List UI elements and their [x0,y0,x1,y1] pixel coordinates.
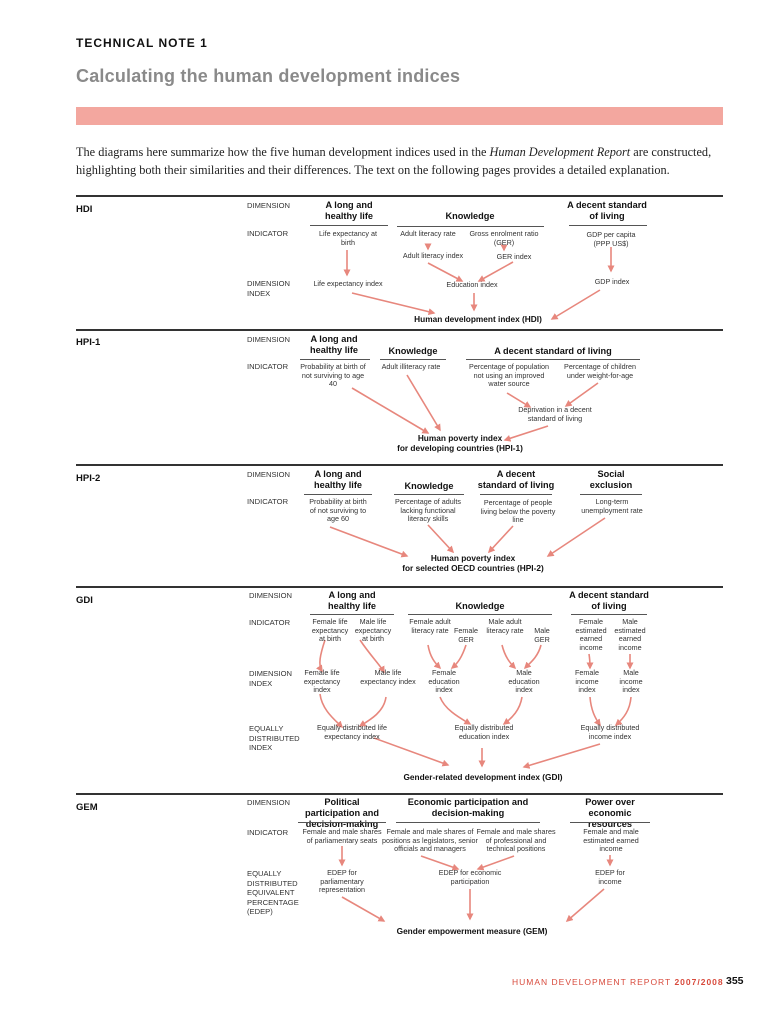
underline [571,614,647,615]
hpi2-dim-knowledge: Knowledge [404,481,454,491]
edep-label: EQUALLY DISTRIBUTED EQUIVALENT PERCENTAGE (EDEP) [247,869,299,916]
hpi1-dim-knowledge: Knowledge [388,346,438,356]
hpi1-ind-prob-survival-40: Probability at birth of not surviving to age 40 [300,362,366,389]
indicator-label: INDICATOR [247,497,289,506]
gem-edep-income: EDEP for income [595,868,625,886]
underline [480,494,552,495]
report-title-italic: Human Development Report [489,145,631,159]
gdi-label: GDI [76,595,93,606]
hpi1-ind-water-source: Percentage of population not using an improved water source [469,362,549,389]
underline [304,494,372,495]
hdi-ind-life-expectancy: Life expectancy at birth [319,229,377,247]
hpi1-deprivation: Deprivation in a decent standard of living [518,405,592,423]
gem-dim-political-participation: Political participation and decision-making [304,797,380,829]
underline [380,359,446,360]
hpi1-ind-illiteracy: Adult illiteracy rate [381,362,441,371]
underline [570,822,650,823]
gdi-ind-female-earned-income: Female estimated earned income [575,617,607,652]
gem-edep-parliamentary: EDEP for parliamentary representation [319,868,365,895]
hpi2-ind-poverty-line: Percentage of people living below the poverty line [480,498,556,525]
hpi1-dim-long-healthy-life: A long and healthy life [310,334,358,355]
indicator-label: INDICATOR [247,362,289,371]
underline [408,614,552,615]
underline [310,614,394,615]
hpi1-ind-children-underweight: Percentage of children under weight-for-age [564,362,636,380]
page-number: 355 [726,975,744,987]
hdi-life-expectancy-index: Life expectancy index [313,279,383,288]
underline [580,494,642,495]
indicator-label: INDICATOR [247,828,289,837]
hdi-result: Human development index (HDI) [414,314,542,324]
gdi-ind-male-earned-income: Male estimated earned income [614,617,646,652]
hpi2-ind-prob-survival-60: Probability at birth of not surviving to age 60 [309,497,367,524]
hpi2-label: HPI-2 [76,473,101,484]
gdi-eq-income-index: Equally distributed income index [580,723,640,741]
hpi2-dim-social-exclusion: Social exclusion [589,469,633,490]
gdi-eq-education-index: Equally distributed education index [454,723,514,741]
indicator-label: INDICATOR [249,618,291,627]
gdi-ind-male-adult-literacy: Male adult literacy rate [486,617,524,635]
gdi-ind-female-ger: Female GER [454,626,478,644]
gdi-ind-male-life-expectancy: Male life expectancy at birth [354,617,392,644]
gem-ind-earned-income: Female and male estimated earned income [583,827,639,854]
hdi-ind-adult-literacy: Adult literacy rate [400,229,456,238]
gem-ind-professional-technical: Female and male shares of professional and technical positions [476,827,556,854]
intro-paragraph: The diagrams here summarize how the five human development indices used in the Human Development Report are constructed, highlighting both their similarities and their differences. The text on the following pages provides a detailed explanation. [76,145,712,177]
hdi-dim-knowledge: Knowledge [445,211,495,221]
dimension-label: DIMENSION [247,335,291,344]
gem-ind-parliamentary-seats: Female and male shares of parliamentary seats [302,827,382,845]
gdi-ind-female-life-expectancy: Female life expectancy at birth [311,617,349,644]
gdi-dim-knowledge: Knowledge [455,601,505,611]
gdi-dim-long-healthy-life: A long and healthy life [328,590,376,611]
page-title: Calculating the human development indices [76,66,461,86]
hpi2-ind-unemployment: Long-term unemployment rate [581,497,643,515]
underline [466,359,640,360]
gdi-female-life-expectancy-index: Female life expectancy index [303,668,341,695]
underline [310,225,388,226]
hpi1-label: HPI-1 [76,337,101,348]
hdi-adult-literacy-index: Adult literacy index [402,251,464,260]
gdi-dim-decent-standard: A decent standard of living [569,590,649,611]
equally-distributed-index-label: EQUALLY DISTRIBUTED INDEX [249,724,300,752]
technical-note-label: TECHNICAL NOTE 1 [76,36,208,50]
hdi-ind-ger: Gross enrolment ratio (GER) [469,229,539,247]
hdi-gdp-index: GDP index [594,277,630,286]
gdi-eq-life-expectancy-index: Equally distributed life expectancy index [317,723,387,741]
underline [394,494,464,495]
gem-edep-economic: EDEP for economic participation [438,868,502,886]
hpi1-dim-decent-standard: A decent standard of living [494,346,612,356]
gdi-ind-male-ger: Male GER [534,626,550,644]
underline [298,822,386,823]
underline [569,225,647,226]
dimension-label: DIMENSION [247,470,291,479]
gdi-female-income-index: Female income index [575,668,599,695]
dimension-index-label: DIMENSION INDEX [247,279,291,298]
hdi-ger-index: GER index [496,252,532,261]
gem-label: GEM [76,802,98,813]
gem-result: Gender empowerment measure (GEM) [396,926,548,936]
indicator-label: INDICATOR [247,229,289,238]
gdi-male-life-expectancy-index: Male life expectancy index [360,668,416,686]
gem-dim-economic-participation: Economic participation and decision-making [407,797,529,818]
gdi-male-education-index: Male education index [508,668,540,695]
hdi-ind-gdp: GDP per capita (PPP US$) [586,230,636,248]
gdi-ind-female-adult-literacy: Female adult literacy rate [409,617,451,635]
hdi-dim-long-healthy-life: A long and healthy life [325,200,373,221]
hpi2-result: Human poverty index for selected OECD countries (HPI-2) [402,553,544,573]
hpi1-result: Human poverty index for developing countries (HPI-1) [397,433,523,453]
dimension-index-label: DIMENSION INDEX [249,669,293,688]
gdi-male-income-index: Male income index [619,668,643,695]
dimension-label: DIMENSION [249,591,293,600]
footer-report-title: HUMAN DEVELOPMENT REPORT 2007/2008 [512,977,724,987]
hpi2-dim-long-healthy-life: A long and healthy life [314,469,362,490]
dimension-label: DIMENSION [247,798,291,807]
underline [300,359,370,360]
gdi-result: Gender-related development index (GDI) [403,772,563,782]
hpi2-ind-functional-literacy: Percentage of adults lacking functional literacy skills [395,497,461,524]
hpi2-dim-decent-standard: A decent standard of living [477,469,555,490]
underline [396,822,540,823]
hdi-dim-decent-standard: A decent standard of living [567,200,647,221]
gem-dim-power-economic-resources: Power over economic resources [585,797,635,829]
hdi-label: HDI [76,204,93,215]
gem-ind-legislators-officials: Female and male shares of positions as legislators, senior officials and managers [382,827,478,854]
underline [397,226,544,227]
gdi-female-education-index: Female education index [428,668,460,695]
dimension-label: DIMENSION [247,201,291,210]
hdi-education-index: Education index [446,280,498,289]
